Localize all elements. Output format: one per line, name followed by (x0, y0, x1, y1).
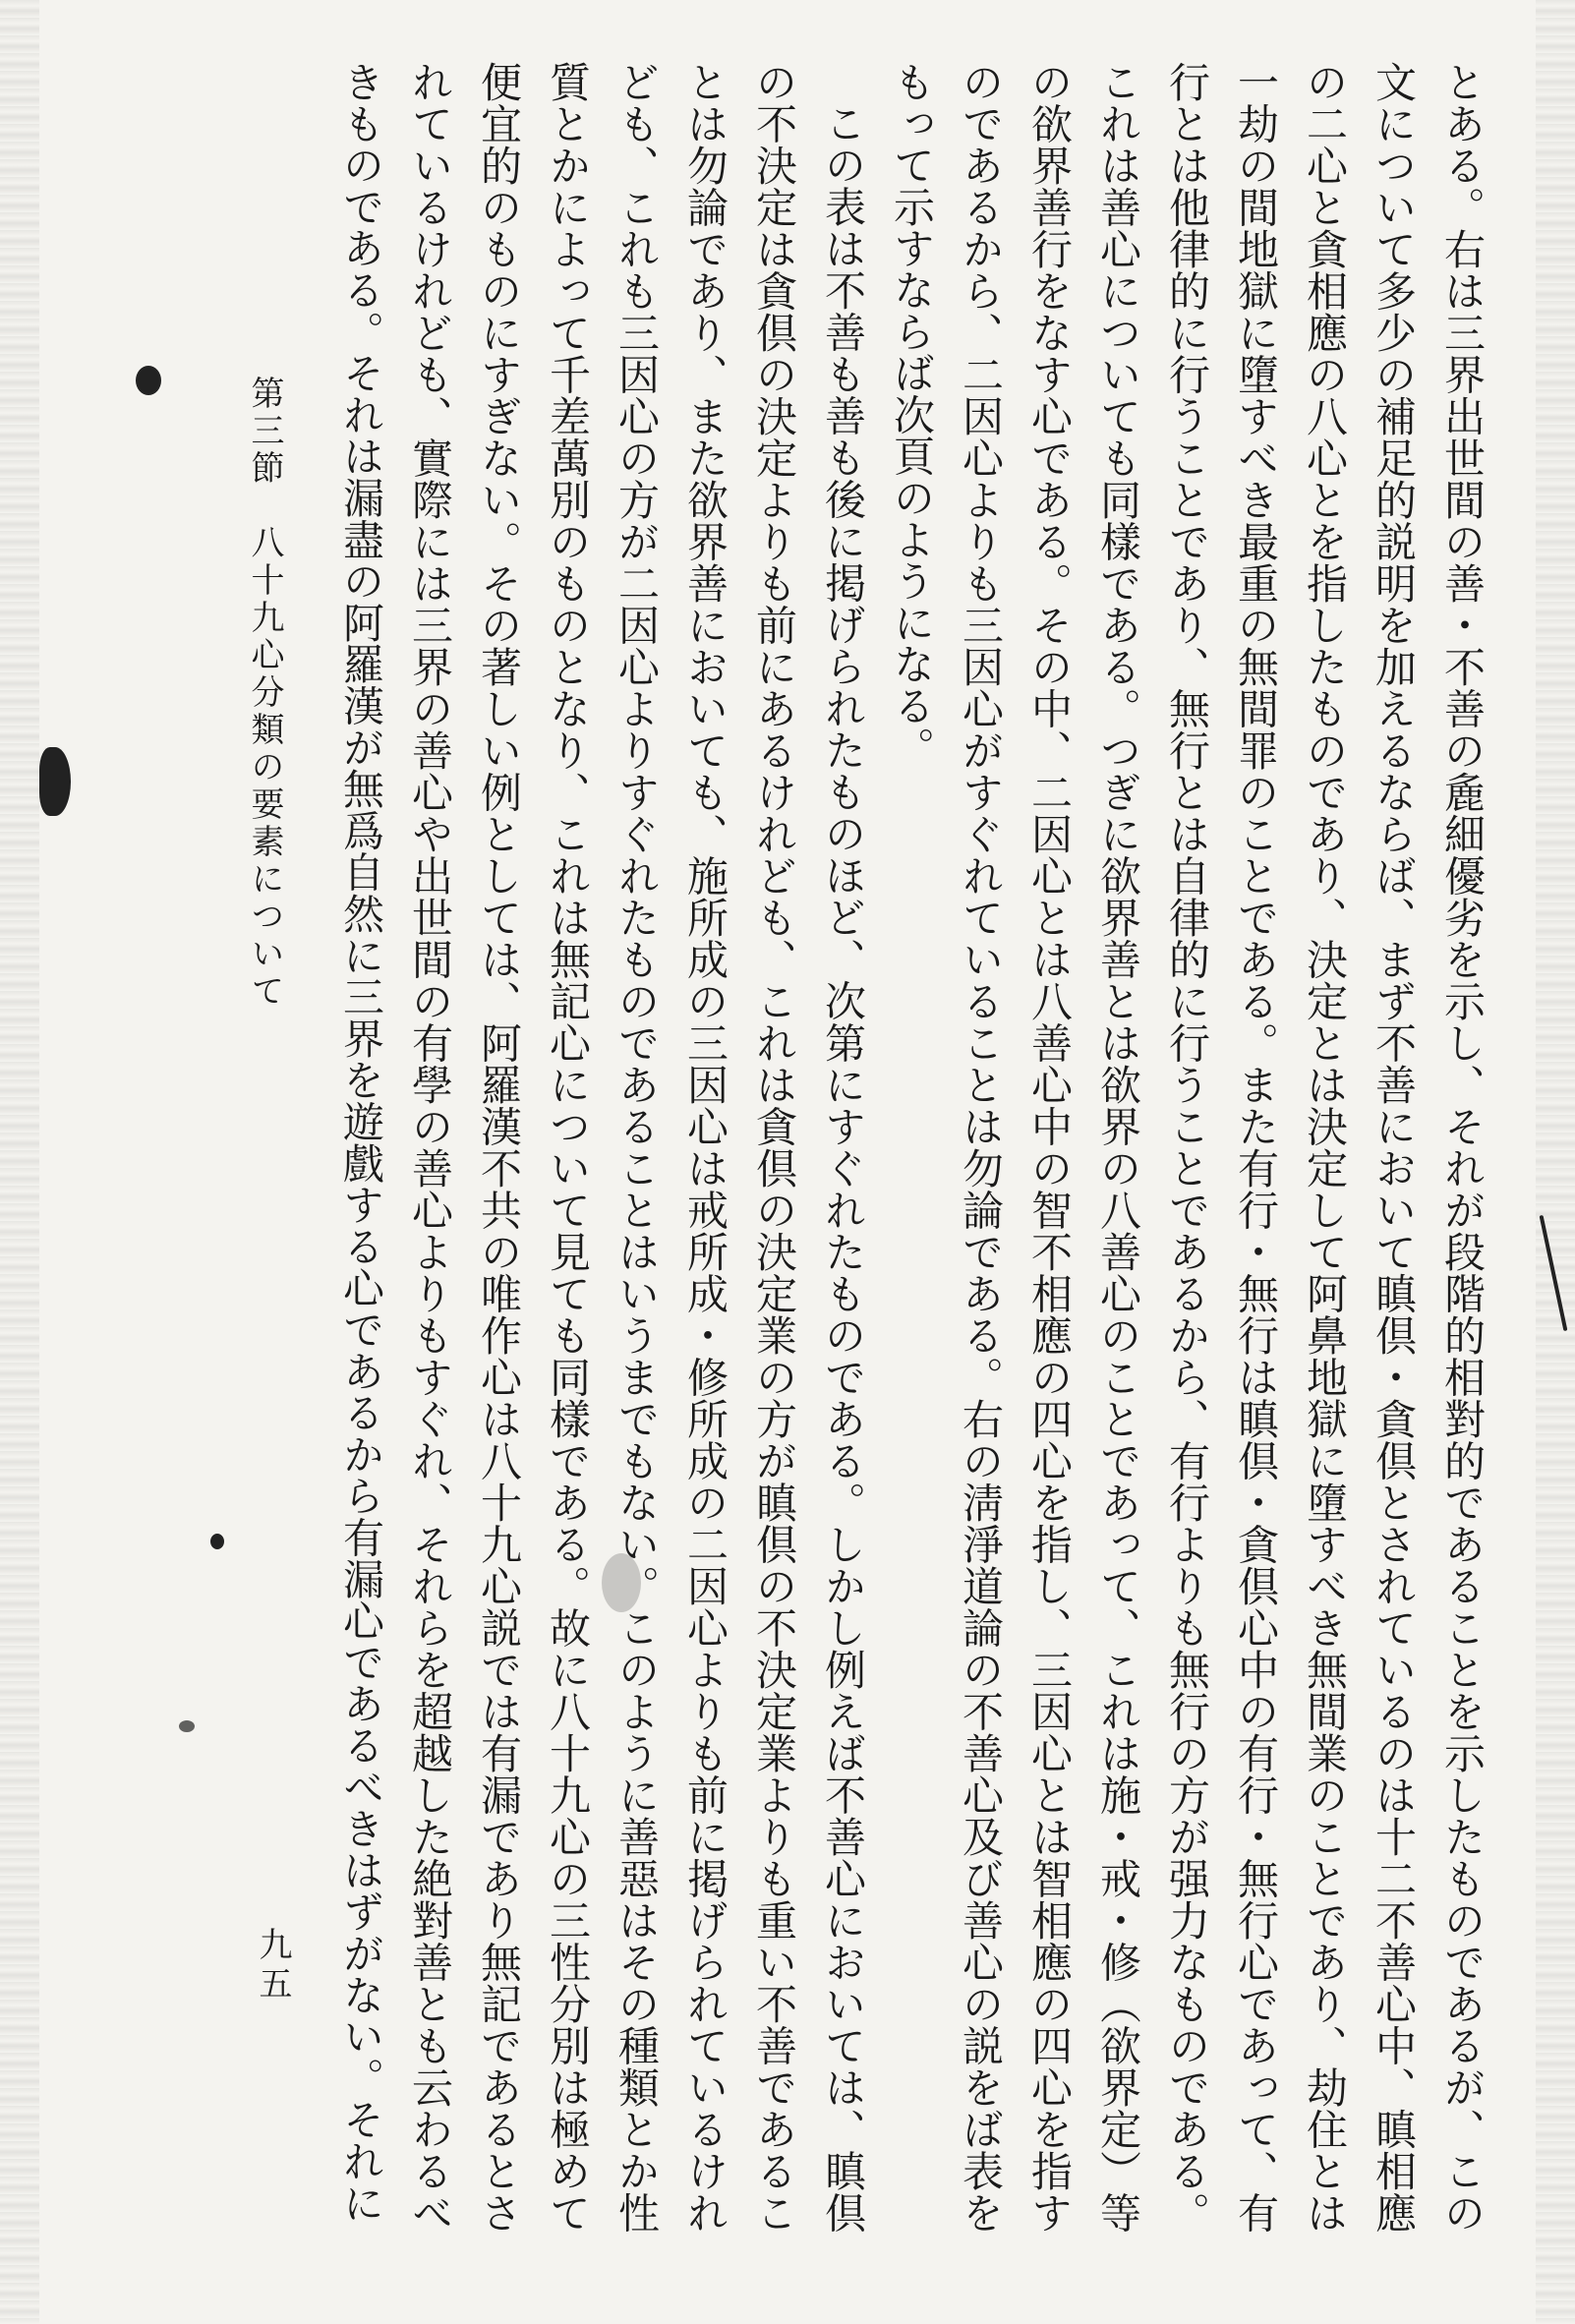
ink-blot (210, 1534, 224, 1549)
paragraph-2: この表は不善も善も後に掲げられたものほど、次第にすぐれたものである。しかし例えば不善心においては、瞋倶の不決定は貪倶の決定よりも前にあるけれども、これは貪倶の決定業の方が瞋倶の不決定業よりも重い不善であることは勿論であり、また欲界善においても、施所成の三因心は戒所成・修所成の二因心よりも前に掲げられているけれども、これも三因心の方が二因心よりすぐれたものであることはいうまでもない。このように善惡はその種類とか性質とかによって千差萬別のものとなり、これは無記心について見ても同樣である。故に八十九心の三性分別は極めて便宜的のものにすぎない。その著しい例としては、阿羅漢不共の唯作心は八十九心説では有漏であり無記であるとされているけれども、實際には三界の善心や出世間の有學の善心よりもすぐれ、それらを超越した絶對善とも云わるべきものである。それは漏盡の阿羅漢が無爲自然に三界を遊戲する心であるから有漏心であるべきはずがない。それに (337, 61, 867, 2234)
ink-blot (39, 747, 71, 816)
page-number: 九五 (253, 1927, 292, 2005)
ink-blot (136, 366, 161, 395)
body-text (326, 61, 1496, 2234)
smudge (602, 1553, 641, 1612)
scan-edge-right (1536, 0, 1575, 2324)
running-head: 第三節 八十九心分類の要素について (245, 376, 284, 1011)
paragraph-1: とある。右は三界出世間の善・不善の麁細優劣を示し、それが段階的相對的であることを示したものであるが、この文について多少の補足的説明を加えるならば、まず不善において瞋倶・貪倶とされているのは十二不善心中、瞋相應の二心と貪相應の八心とを指したものであり、決定とは決定して阿鼻地獄に墮すべき無間業のことであり、劫住とは一劫の間地獄に墮すべき最重の無間罪のことである。また有行・無行は瞋倶・貪倶心中の有行・無行心であって、有行とは他律的に行うことであり、無行とは自律的に行うことであるから、有行よりも無行の方が强力なものである。これは善心についても同樣である。つぎに欲界善とは欲界の八善心のことであって、これは施・戒・修（欲界定）等の欲界善行をなす心である。その中、二因心とは八善心中の智不相應の四心を指し、三因心とは智相應の四心を指すのであるから、二因心よりも三因心がすぐれていることは勿論である。右の淸淨道論の不善心及び善心の説をば表をもって示すならば次頁のようになる。 (888, 61, 1487, 2234)
ink-blot (179, 1720, 195, 1732)
scan-edge-left (0, 0, 39, 2324)
